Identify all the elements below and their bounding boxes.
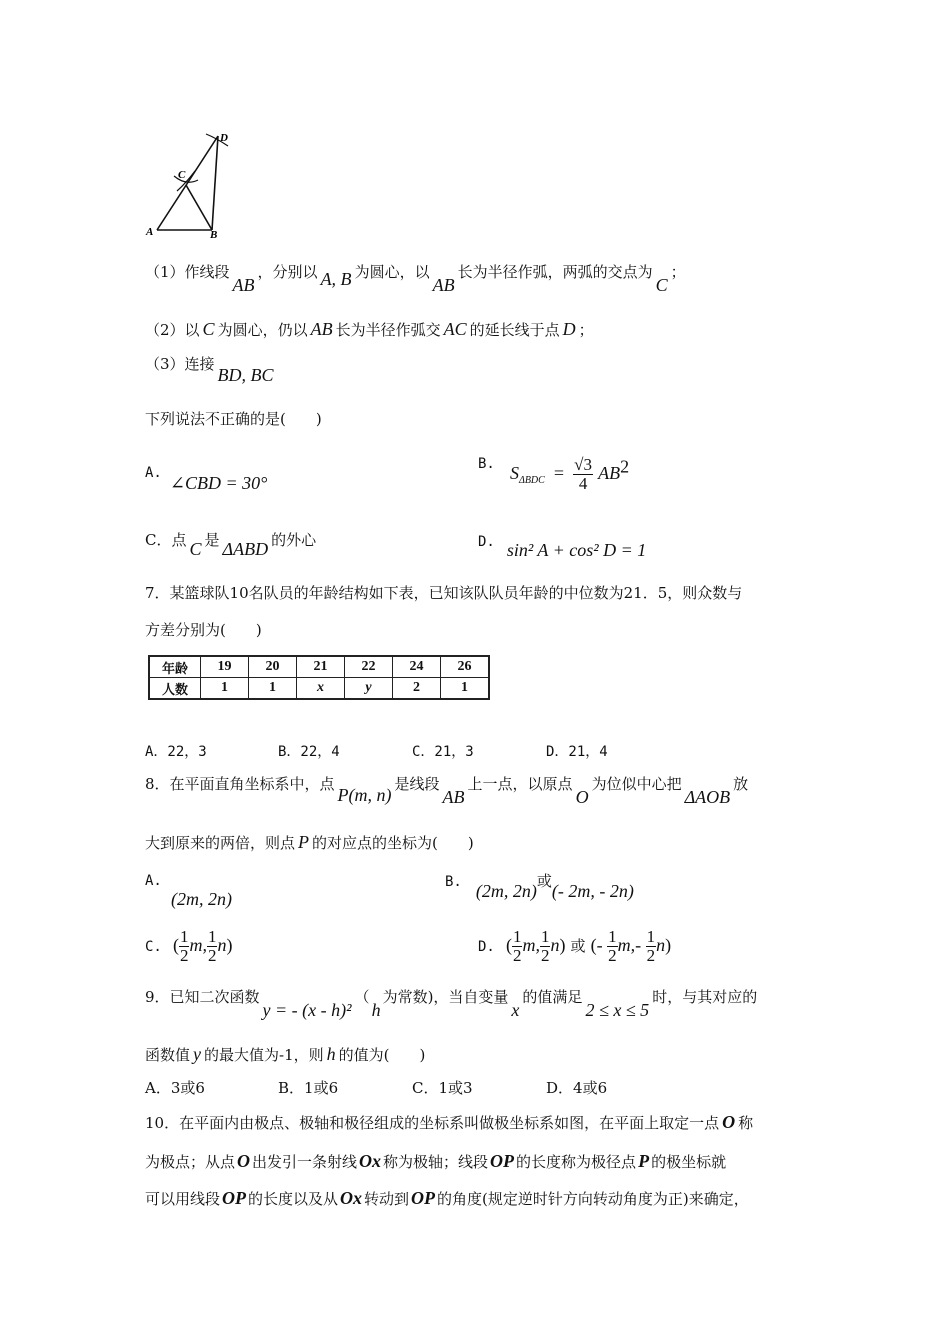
q6-step1: （1）作线段AB，分别以 A, B 为圆心，以AB长为半径作弧，两弧的交点为C； xyxy=(145,263,686,295)
q8-line1: 8．在平面直角坐标系中，点P(m, n)是线段AB上一点，以原点O为位似中心把ΔAOB放 xyxy=(145,775,749,807)
label-a: A xyxy=(146,226,154,238)
half-fraction: $\frac{1}{2}$ xyxy=(512,927,522,965)
half-fraction: $\frac{1}{2}$ xyxy=(608,927,617,965)
count-header: 人数 xyxy=(149,678,201,700)
age-cell: 22 xyxy=(345,656,393,678)
q7-option-c: C．21，3 xyxy=(412,744,474,760)
count-cell: 1 xyxy=(249,678,297,700)
q6-question: 下列说法不正确的是( ) xyxy=(145,410,322,428)
q8-line2: 大到原来的两倍，则点 P 的对应点的坐标为( ) xyxy=(145,832,474,852)
sqrt3-over-4: $\frac{√3}{4}$ xyxy=(574,455,593,493)
label-b: B xyxy=(210,229,218,240)
label-c: C xyxy=(178,169,186,181)
q7-line1: 7．某篮球队10名队员的年龄结构如下表，已知该队队员年龄的中位数为21．5，则众数与 xyxy=(145,584,743,602)
q9-option-c: C．1或3 xyxy=(412,1079,473,1097)
count-cell: 1 xyxy=(201,678,249,700)
age-cell: 19 xyxy=(201,656,249,678)
age-table xyxy=(148,655,490,700)
count-cell: y xyxy=(345,678,393,700)
q10-line1: 10．在平面内由极点、极轴和极径组成的坐标系叫做极坐标系如图，在平面上取定一点 O 称 xyxy=(145,1112,754,1132)
q10-line3: 可以用线段 OP 的长度以及从 Ox 转动到 OP 的角度(规定逆时针方向转动角度为正)来确定， xyxy=(145,1188,749,1208)
half-fraction: $\frac{1}{2}$ xyxy=(540,927,550,965)
q7-option-d: D．21，4 xyxy=(546,744,608,760)
q9-option-b: B．1或6 xyxy=(278,1079,339,1097)
age-header: 年龄 xyxy=(149,656,201,678)
half-fraction: $\frac{1}{2}$ xyxy=(179,927,189,965)
q10-line2: 为极点；从点 O 出发引一条射线 Ox 称为极轴；线段 OP 的长度称为极径点 P 的极坐标就 xyxy=(145,1151,727,1171)
age-cell: 20 xyxy=(249,656,297,678)
q9-option-a: A．3或6 xyxy=(145,1079,205,1097)
q8-option-a: A. (2m, 2n) xyxy=(145,873,232,909)
q6-option-d: D. sin² A + cos² D = 1 xyxy=(478,534,647,560)
q9-option-d: D．4或6 xyxy=(546,1079,608,1097)
q7-option-a: A．22，3 xyxy=(145,744,207,760)
q9-line2: 函数值 y 的最大值为-1，则 h 的值为( ) xyxy=(145,1044,426,1064)
count-cell: 1 xyxy=(441,678,490,700)
age-cell: 21 xyxy=(297,656,345,678)
q8-option-b: B. (2m, 2n)或(- 2m, - 2n) xyxy=(445,872,634,901)
age-cell: 26 xyxy=(441,656,490,678)
q7-option-b: B．22，4 xyxy=(278,744,340,760)
triangle-construction-figure xyxy=(140,128,240,240)
q7-line2: 方差分别为( ) xyxy=(145,621,262,639)
count-row xyxy=(149,678,489,700)
label-d: D xyxy=(220,132,228,144)
q6-step2: （2）以 C 为圆心，仍以 AB 长为半径作弧交 AC 的延长线于点 D ； xyxy=(145,319,594,339)
q6-option-b: B. $S_{\Delta BDC}$ = $\frac{√3}{4}$ $AB^2$ xyxy=(478,455,630,493)
count-cell: 2 xyxy=(393,678,441,700)
q8-option-d: D. ( $\frac{1}{2}$ m, $\frac{1}{2}$ n) 或 (- $\frac{1}{2}$ m,- $\frac{1}{2}$ n) xyxy=(478,927,672,965)
count-cell: x xyxy=(297,678,345,700)
age-cell: 24 xyxy=(393,656,441,678)
q9-line1: 9．已知二次函数y = - (x - h)²（h为常数)，当自变量x的值满足2 ≤ x ≤ 5时，与其对应的 xyxy=(145,988,758,1020)
q6-step3: （3）连接BD, BC xyxy=(145,355,274,385)
half-fraction: $\frac{1}{2}$ xyxy=(646,927,656,965)
half-fraction: $\frac{1}{2}$ xyxy=(207,927,217,965)
age-row xyxy=(149,656,489,678)
q6-option-a: A. ∠CBD = 30° xyxy=(145,465,268,493)
q8-option-c: C. ( $\frac{1}{2}$ m, $\frac{1}{2}$ n) xyxy=(145,927,233,965)
q6-option-c: C．点 C 是 ΔABD 的外心 xyxy=(145,531,317,559)
